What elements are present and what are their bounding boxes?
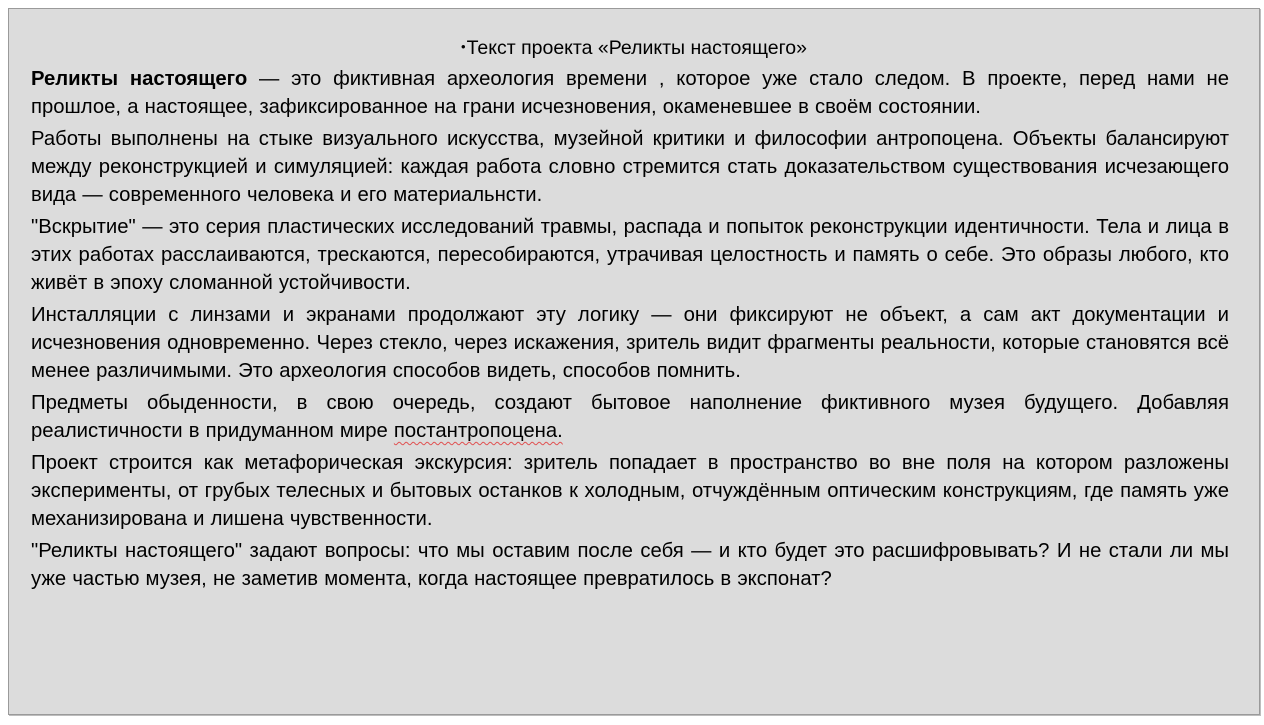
title-text: Текст проекта «Реликты настоящего»: [466, 37, 807, 59]
paragraph-autopsy: "Вскрытие" — это серия пластических исследований травмы, распада и попыток реконструкции идентичности. Тела и лица в этих работах расслаиваются, трескаются, пересобираются, утрачивая целостность и память о себе. Это образы любого, кто живёт в эпоху сломанной устойчивости.: [31, 216, 1229, 294]
text-frame: [8, 8, 1260, 715]
document-body: [31, 33, 1229, 597]
paragraph-intro-text: — это фиктивная археология времени , которое уже стало следом. В проекте, перед нами не прошлое, а настоящее, зафиксированное на грани исчезновения, окаменевшее в своём состоянии.: [31, 68, 1229, 118]
paragraph-works: Работы выполнены на стыке визуального искусства, музейной критики и философии антропоцена. Объекты балансируют между реконструкцией и симуляцией: каждая работа словно стремится стать доказательством существования исчезающего вида — современного человека и его материальнсти.: [31, 128, 1229, 206]
project-name-bold: Реликты настоящего: [31, 68, 248, 90]
paragraph-questions: "Реликты настоящего" задают вопросы: что мы оставим после себя — и кто будет это расшифровывать? И не стали ли мы уже частью музея, не заметив момента, когда настоящее превратилось в экспонат?: [31, 540, 1229, 590]
document-title: [31, 33, 1229, 62]
paragraph-intro: [31, 65, 1229, 121]
paragraph-excursion: Проект строится как метафорическая экскурсия: зритель попадает в пространство во вне поля на котором разложены эксперименты, от грубых телесных и бытовых останков к холодным, отчуждённым оптическим конструкциям, где память уже механизирована и лишена чувственности.: [31, 452, 1229, 530]
title-bullet-icon: •: [461, 39, 466, 54]
misspelled-word[interactable]: постантропоцена.: [393, 420, 563, 442]
paragraph-objects-text: Предметы обыденности, в свою очередь, создают бытовое наполнение фиктивного музея будущего. Добавляя реалистичности в придуманном мире: [31, 392, 1229, 442]
paragraph-objects: [31, 389, 1229, 445]
paragraph-installations: Инсталляции с линзами и экранами продолжают эту логику — они фиксируют не объект, а сам акт документации и исчезновения одновременно. Через стекло, через искажения, зритель видит фрагменты реальности, которые становятся всё менее различимыми. Это археология способов видеть, способов помнить.: [31, 304, 1229, 382]
